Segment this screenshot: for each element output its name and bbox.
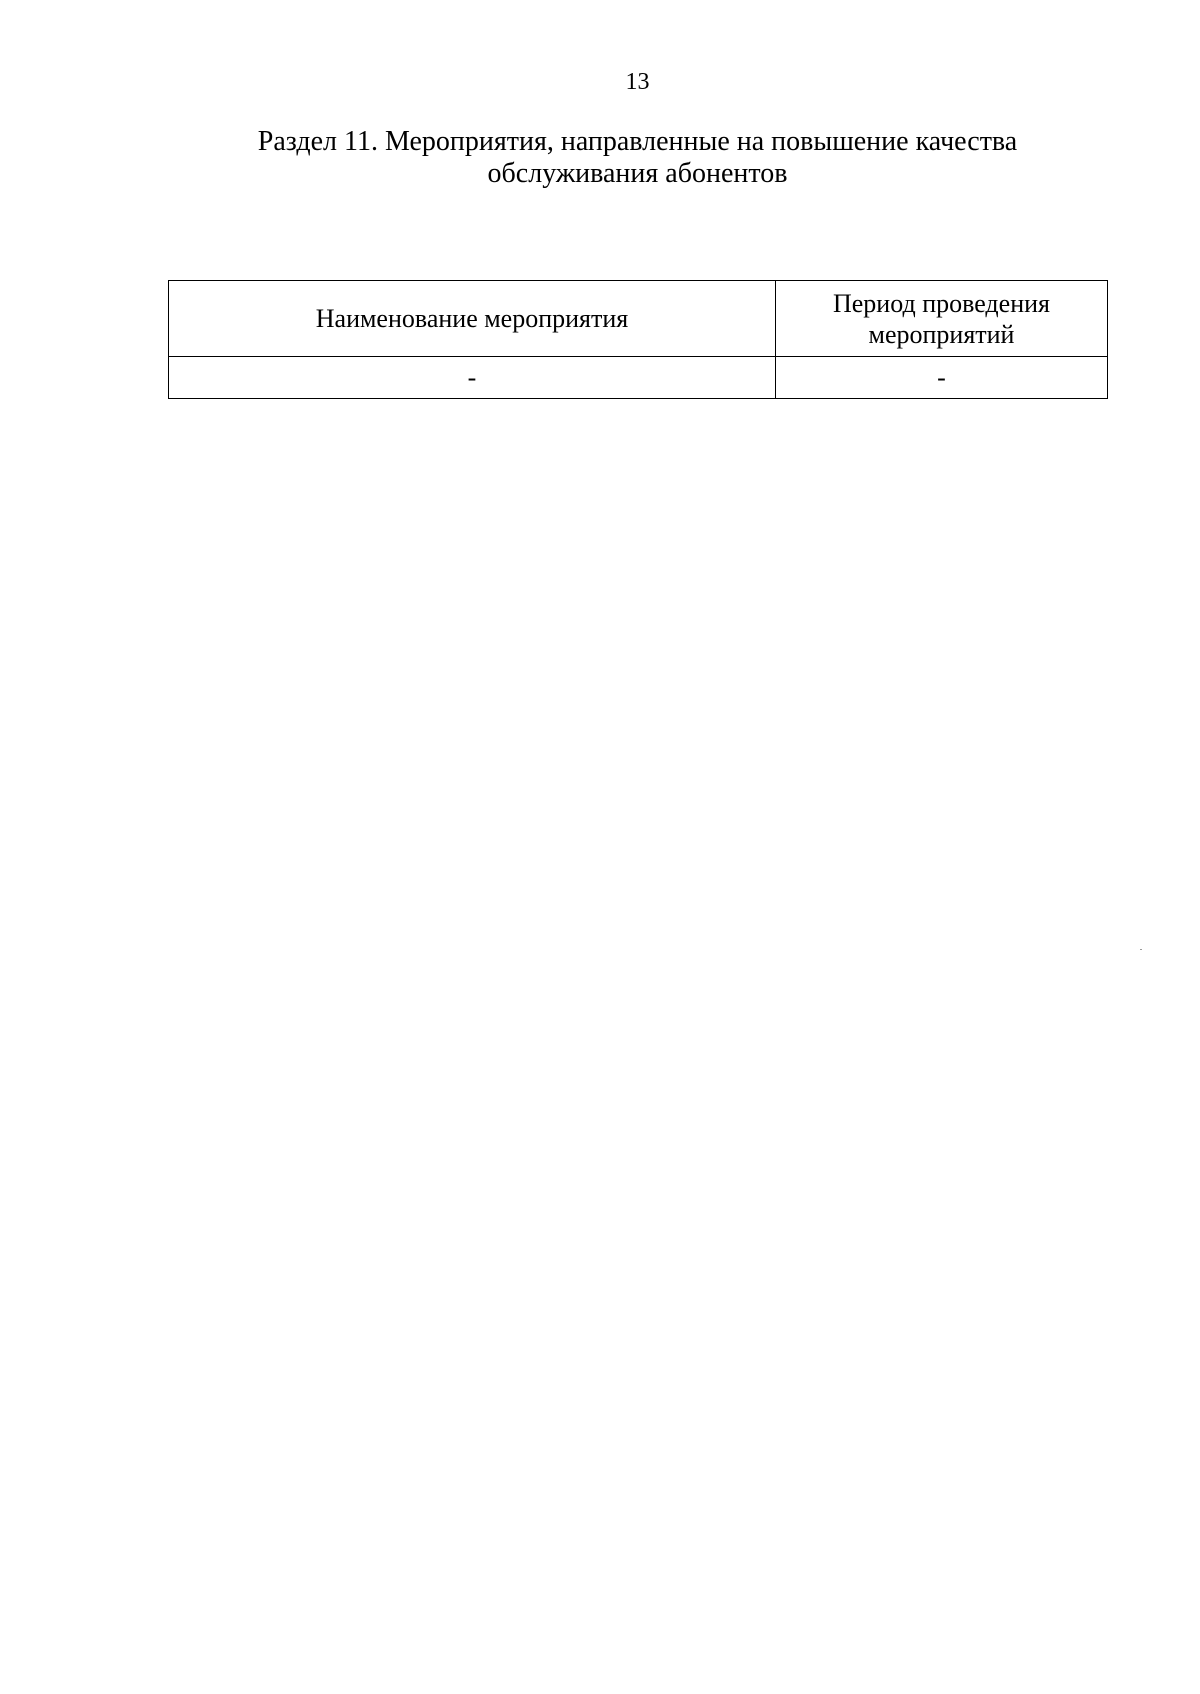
table-row [169,357,1108,399]
section-title-line-2: обслуживания абонентов [487,158,788,189]
page-number: 13 [625,69,650,95]
header-measure-name: Наименование мероприятия [169,281,776,357]
cell-measure-name: - [169,357,776,399]
table-header-row [169,281,1108,357]
section-title [180,126,1095,190]
scan-artifact [1140,949,1142,950]
cell-measure-period: - [776,357,1108,399]
header-measure-period: Период проведения мероприятий [776,281,1108,357]
measures-table [168,280,1108,399]
section-title-line-1: Раздел 11. Мероприятия, направленные на повышение качества [257,126,1018,157]
